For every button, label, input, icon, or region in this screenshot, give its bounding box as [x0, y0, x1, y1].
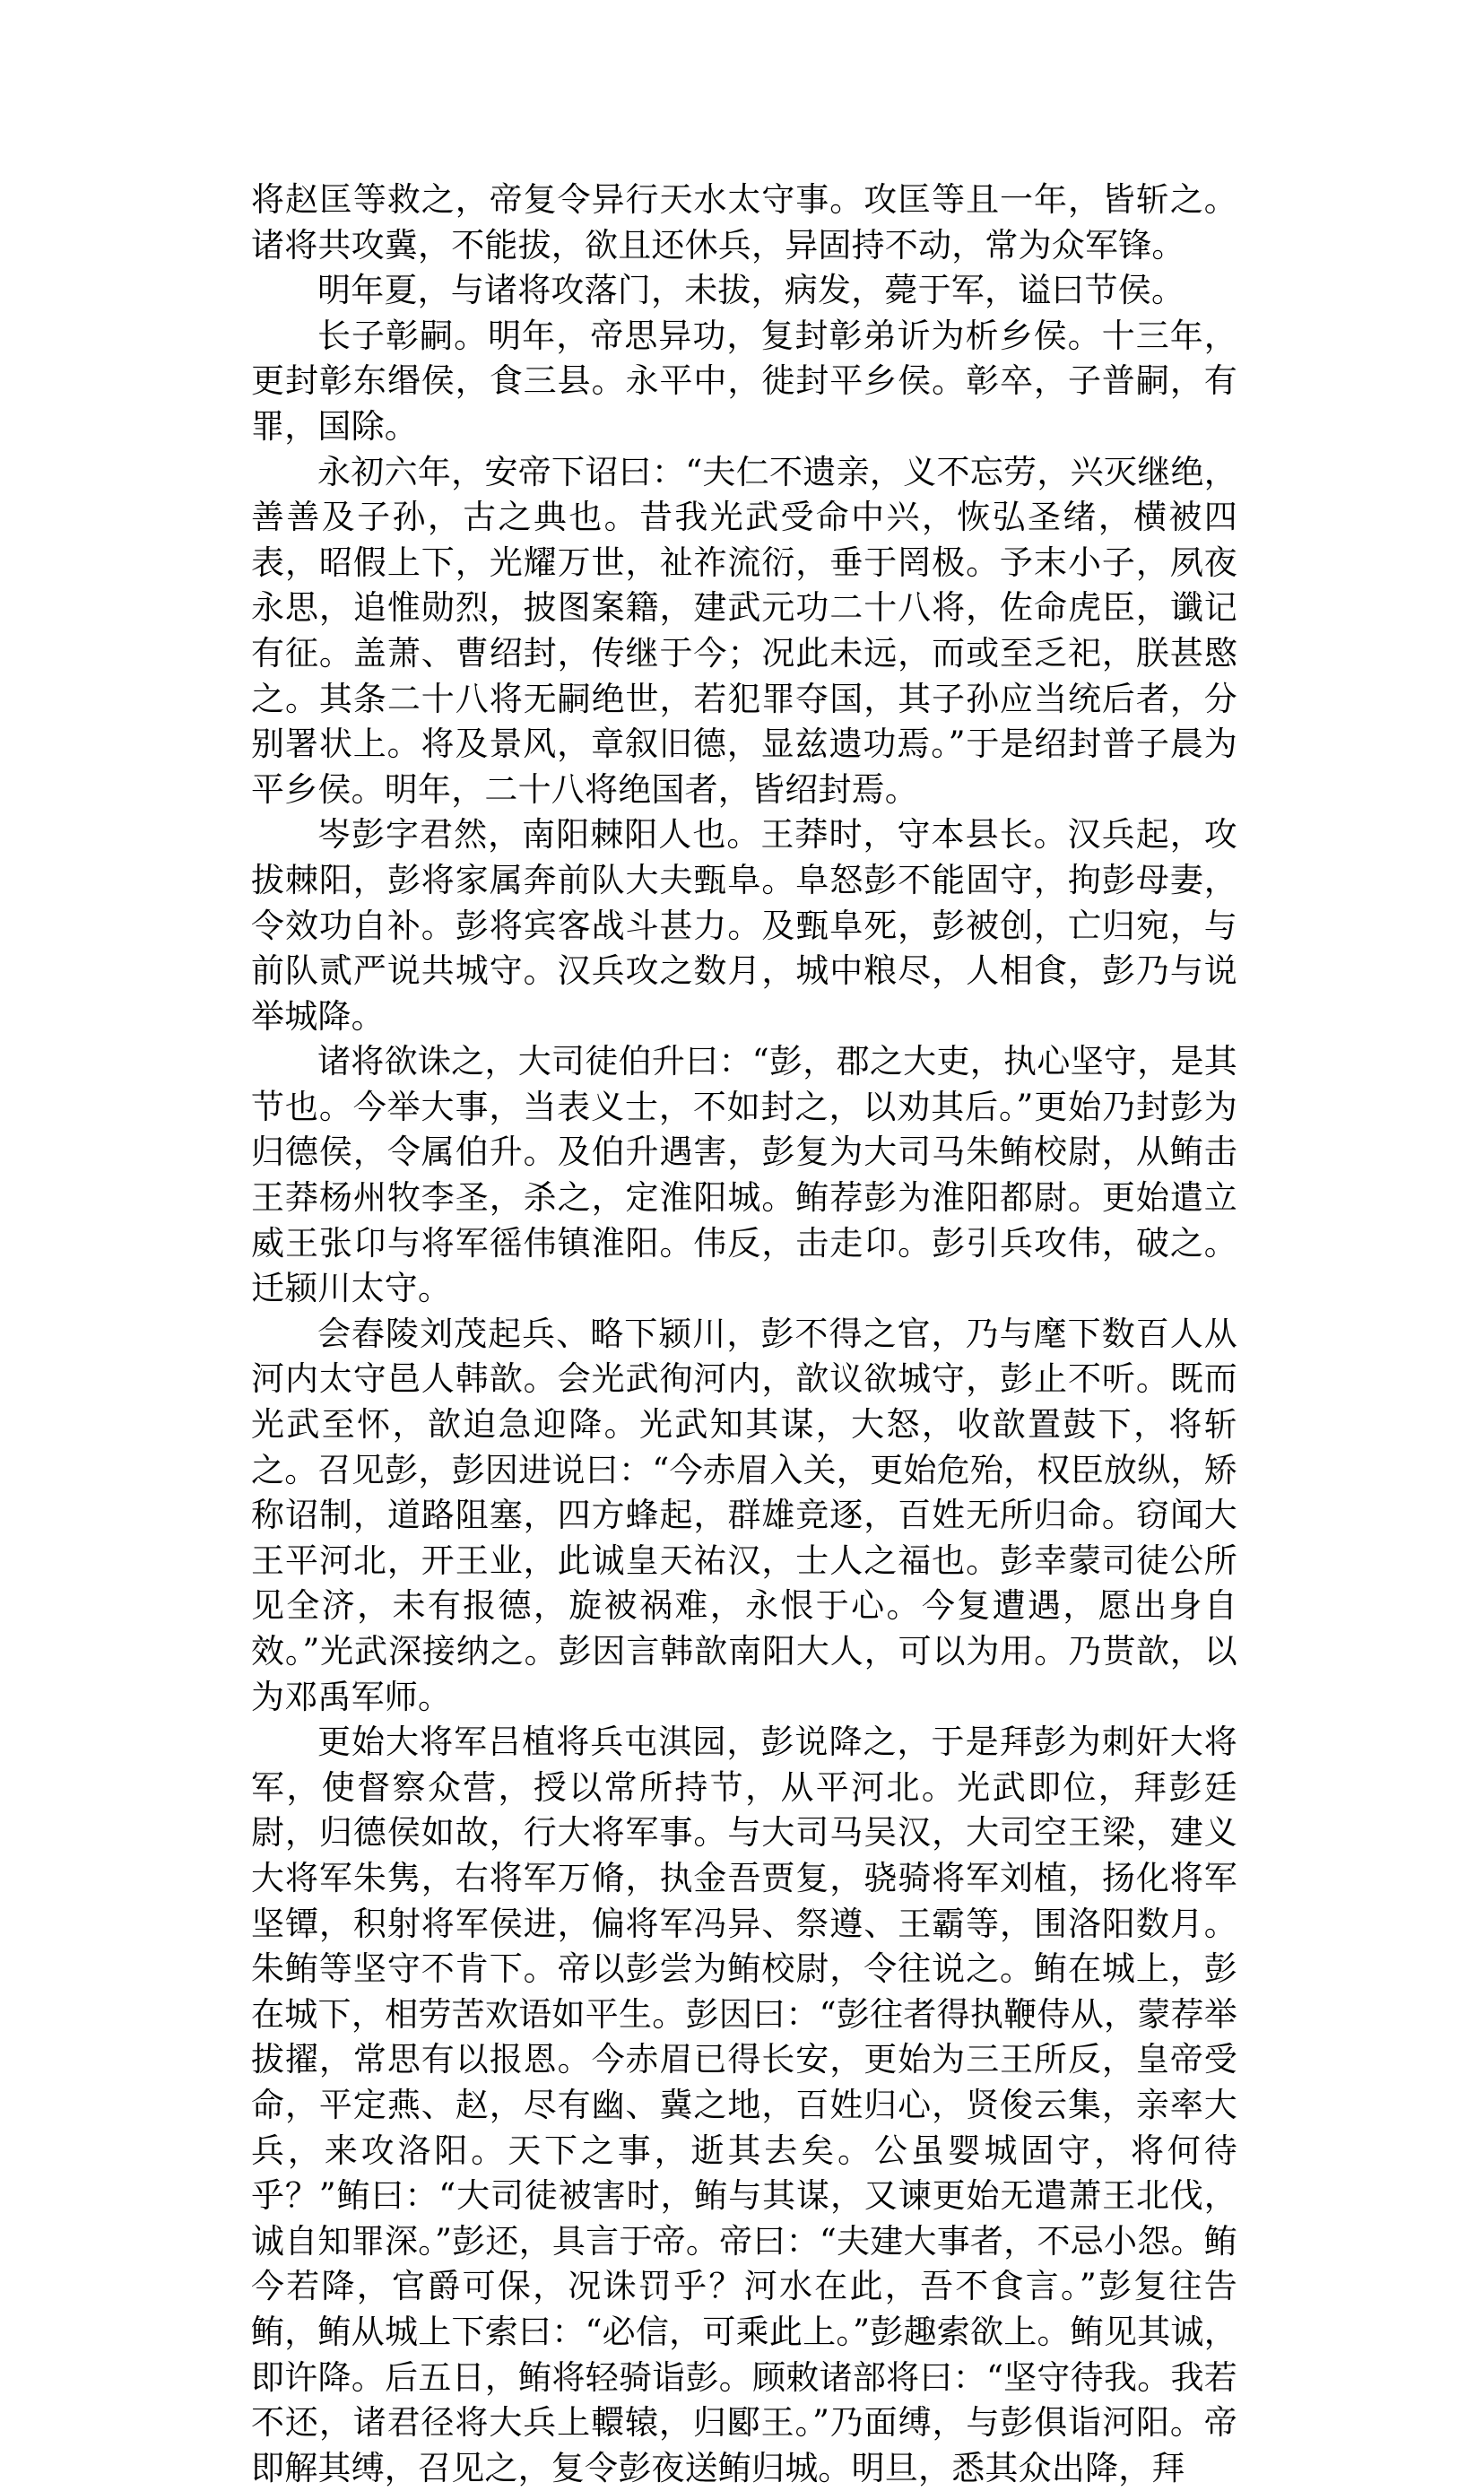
paragraph: 诸将欲诛之，大司徒伯升曰：“彭，郡之大吏，执心坚守，是其节也。今举大事，当表义士，不如封之，以劝其后。”更始乃封彭为归德侯，令属伯升。及伯升遇害，彭复为大司马朱鲔校尉，从鲔击王莽杨州牧李圣，杀之，定淮阳城。鲔荐彭为淮阳都尉。更始遣立威王张卬与将军徭伟镇淮阳。伟反，击走卬。彭引兵攻伟，破之。迁颍川太守。	[251, 1042, 1237, 1308]
paragraph: 明年夏，与诸将攻落门，未拔，病发，薨于军，谥曰节侯。	[317, 271, 1185, 310]
paragraph: 永初六年，安帝下诏曰：“夫仁不遗亲，义不忘劳，兴灭继绝，善善及子孙，古之典也。昔我光武受命中兴，恢弘圣绪，横被四表，昭假上下，光耀万世，祉祚流衍，垂于罔极。予末小子，夙夜永思，追惟勋烈，披图案籍，建武元功二十八将，佐命虎臣，谶记有征。盖萧、曹绍封，传继于今；况此未远，而或至乏祀，朕甚愍之。其条二十八将无嗣绝世，若犯罪夺国，其子孙应当统后者，分别署状上。将及景风，章叙旧德，显兹遗功焉。”于是绍封普子晨为平乡侯。明年，二十八将绝国者，皆绍封焉。	[251, 452, 1237, 809]
paragraph: 岑彭字君然，南阳棘阳人也。王莽时，守本县长。汉兵起，攻拔棘阳，彭将家属奔前队大夫甄阜。阜怒彭不能固守，拘彭母妻，令效功自补。彭将宾客战斗甚力。及甄阜死，彭被创，亡归宛，与前队贰严说共城守。汉兵攻之数月，城中粮尽，人相食，彭乃与说举城降。	[251, 815, 1237, 1036]
paragraph: 将赵匡等救之，帝复令异行天水太守事。攻匡等且一年，皆斩之。诸将共攻冀，不能拔，欲且还休兵，异固持不动，常为众军锋。	[251, 180, 1237, 265]
paragraph: 会舂陵刘茂起兵、略下颍川，彭不得之官，乃与麾下数百人从河内太守邑人韩歆。会光武徇河内，歆议欲城守，彭止不听。既而光武至怀，歆迫急迎降。光武知其谋，大怒，收歆置鼓下，将斩之。召见彭，彭因进说曰：“今赤眉入关，更始危殆，权臣放纵，矫称诏制，道路阻塞，四方蜂起，群雄竞逐，百姓无所归命。窃闻大王平河北，开王业，此诚皇天祐汉，士人之福也。彭幸蒙司徒公所见全济，未有报德，旋被祸难，永恨于心。今复遭遇，愿出身自效。”光武深接纳之。彭因言韩歆南阳大人，可以为用。乃贳歆，以为邓禹军师。	[251, 1314, 1237, 1716]
document-page	[251, 178, 1237, 2491]
paragraph: 长子彰嗣。明年，帝思异功，复封彰弟䜣为析乡侯。十三年，更封彰东缗侯，食三县。永平中，徙封平乡侯。彰卒，子普嗣，有罪，国除。	[251, 316, 1237, 446]
paragraph: 更始大将军吕植将兵屯淇园，彭说降之，于是拜彭为刺奸大将军，使督察众营，授以常所持节，从平河北。光武即位，拜彭廷尉，归德侯如故，行大将军事。与大司马吴汉，大司空王梁，建义大将军朱隽，右将军万脩，执金吾贾复，骁骑将军刘植，扬化将军坚镡，积射将军侯进，偏将军冯异、祭遵、王霸等，围洛阳数月。朱鲔等坚守不肯下。帝以彭尝为鲔校尉，令往说之。鲔在城上，彭在城下，相劳苦欢语如平生。彭因曰：“彭往者得执鞭侍从，蒙荐举拔擢，常思有以报恩。今赤眉已得长安，更始为三王所反，皇帝受命，平定燕、赵，尽有幽、冀之地，百姓归心，贤俊云集，亲率大兵，来攻洛阳。天下之事，逝其去矣。公虽婴城固守，将何待乎？”鲔曰：“大司徒被害时，鲔与其谋，又谏更始无遣萧王北伐，诚自知罪深。”彭还，具言于帝。帝曰：“夫建大事者，不忌小怨。鲔今若降，官爵可保，况诛罚乎？河水在此，吾不食言。”彭复往告鲔，鲔从城上下索曰：“必信，可乘此上。”彭趣索欲上。鲔见其诚，即许降。后五日，鲔将轻骑诣彭。顾敕诸部将曰：“坚守待我。我若不还，诸君径将大兵上轘辕，归郾王。”乃面缚，与彭俱诣河阳。帝即解其缚，召见之，复令彭夜送鲔归城。明旦，悉其众出降，拜	[251, 1723, 1237, 2487]
